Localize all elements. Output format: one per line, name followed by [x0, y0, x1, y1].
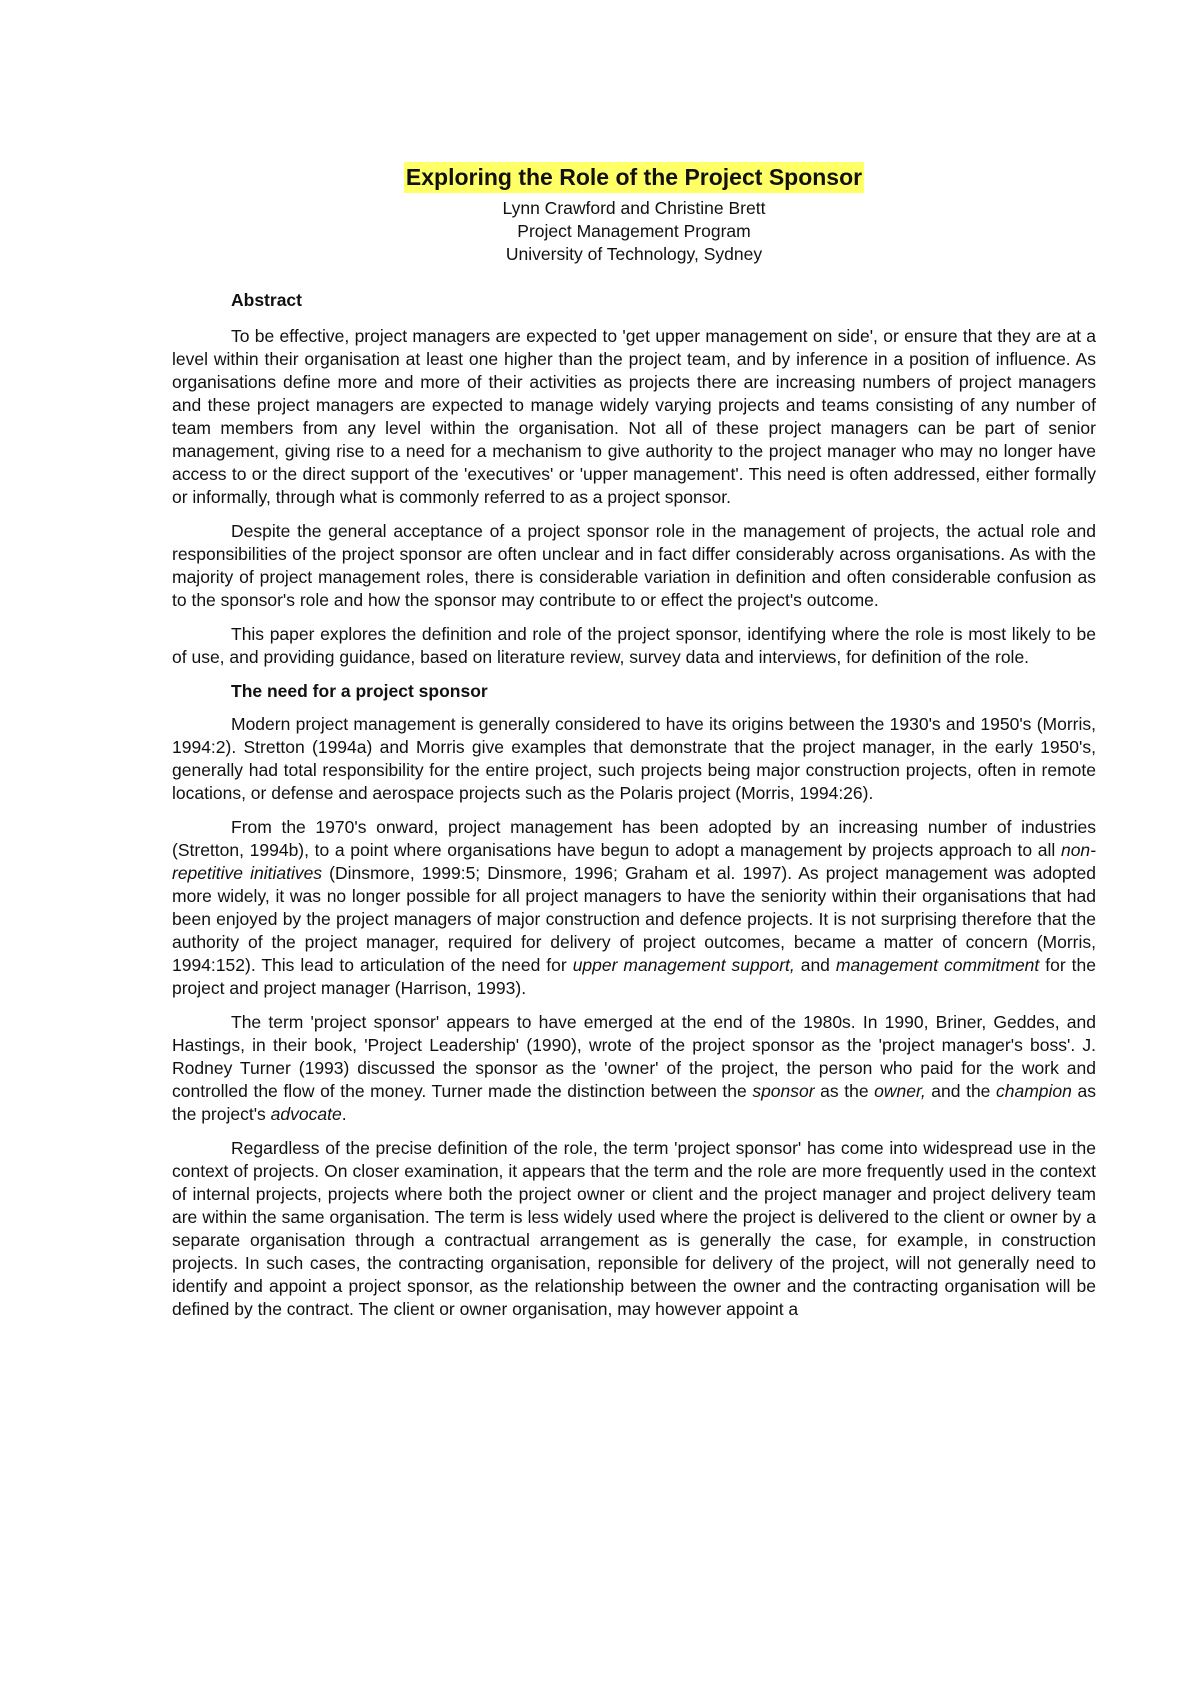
paper-title: Exploring the Role of the Project Sponsor — [404, 162, 864, 193]
abstract-heading: Abstract — [231, 290, 302, 310]
title-block — [172, 162, 1096, 193]
text-run: and the — [925, 1081, 996, 1101]
section-paragraph-3 — [172, 1011, 1096, 1126]
emphasis-text: management commitment — [835, 955, 1040, 975]
program: Project Management Program — [517, 221, 751, 241]
text-run: for the project and project manager (Harrison, 1993). — [172, 955, 1096, 998]
authors: Lynn Crawford and Christine Brett — [502, 198, 766, 218]
section-paragraph-4: Regardless of the precise definition of the role, the term 'project sponsor' has come into widespread use in the context of projects. On closer examination, it appears that the term and the role are more frequently used in the context of internal projects, projects where both the project owner or client and the project manager and project delivery team are within the same organisation. The term is less widely used where the project is delivered to the client or owner by a separate organisation through a contractual arrangement as is generally the case, for example, in construction projects. In such cases, the contracting organisation, reponsible for delivery of the project, will not generally need to identify and appoint a project sponsor, as the relationship between the owner and the contracting organisation will be defined by the contract. The client or owner organisation, may however appoint a — [172, 1138, 1096, 1319]
document-page — [172, 162, 1096, 1332]
text-run: From the 1970's onward, project management has been adopted by an increasing number of industries (Stretton, 1994b), to a point where organisations have begun to adopt a management by projects approach to all — [172, 817, 1096, 860]
text-run: as the — [814, 1081, 875, 1101]
text-run: and — [794, 955, 836, 975]
university: University of Technology, Sydney — [505, 244, 763, 264]
emphasis-text: advocate — [270, 1104, 342, 1124]
emphasis-text: non-repetitive initiatives — [172, 840, 1096, 883]
text-run: . — [341, 1104, 347, 1124]
emphasis-text: owner, — [874, 1081, 926, 1101]
abstract-paragraph-3: This paper explores the definition and role of the project sponsor, identifying where the role is most likely to be of use, and providing guidance, based on literature review, survey data and interviews, for definition of the role. — [172, 624, 1096, 667]
section-heading: The need for a project sponsor — [231, 681, 488, 701]
section-paragraph-1: Modern project management is generally considered to have its origins between the 1930's and 1950's (Morris, 1994:2). Stretton (1994a) and Morris give examples that demonstrate that the project manager, in the early 1950's, generally had total responsibility for the entire project, such projects being major construction projects, often in remote locations, or defense and aerospace projects such as the Polaris project (Morris, 1994:26). — [172, 714, 1096, 803]
abstract-paragraph-1: To be effective, project managers are expected to 'get upper management on side', or ensure that they are at a level within their organisation at least one higher than the project team, and by inference in a position of influence. As organisations define more and more of their activities as projects there are increasing numbers of project managers and these project managers are expected to manage widely varying projects and teams consisting of any number of team members from any level within the organisation. Not all of these project managers can be part of senior management, giving rise to a need for a mechanism to give authority to the project manager who may no longer have access to or the direct support of the 'executives' or 'upper management'. This need is often addressed, either formally or informally, through what is commonly referred to as a project sponsor. — [172, 326, 1096, 507]
text-run: as the project's — [172, 1081, 1096, 1124]
emphasis-text: champion — [996, 1081, 1072, 1101]
text-run: The term 'project sponsor' appears to have emerged at the end of the 1980s. In 1990, Briner, Geddes, and Hastings, in their book, 'Project Leadership' (1990), wrote of the project sponsor as the 'project manager's boss'. J. Rodney Turner (1993) discussed the sponsor as the 'owner' of the project, the person who paid for the work and controlled the flow of the money. Turner made the distinction between the — [172, 1012, 1096, 1101]
emphasis-text: upper management support, — [572, 955, 795, 975]
text-run: (Dinsmore, 1999:5; Dinsmore, 1996; Graham et al. 1997). As project management was adopted more widely, it was no longer possible for all project managers to have the seniority within their organisations that had been enjoyed by the project managers of major construction and defence projects. It is not surprising therefore that the authority of the project manager, required for delivery of project outcomes, became a matter of concern (Morris, 1994:152). This lead to articulation of the need for — [172, 863, 1096, 975]
emphasis-text: sponsor — [752, 1081, 815, 1101]
abstract-paragraph-2: Despite the general acceptance of a project sponsor role in the management of projects, the actual role and responsibilities of the project sponsor are often unclear and in fact differ considerably across organisations. As with the majority of project management roles, there is considerable variation in definition and often considerable confusion as to the sponsor's role and how the sponsor may contribute to or effect the project's outcome. — [172, 521, 1096, 610]
section-paragraph-2 — [172, 816, 1096, 1000]
